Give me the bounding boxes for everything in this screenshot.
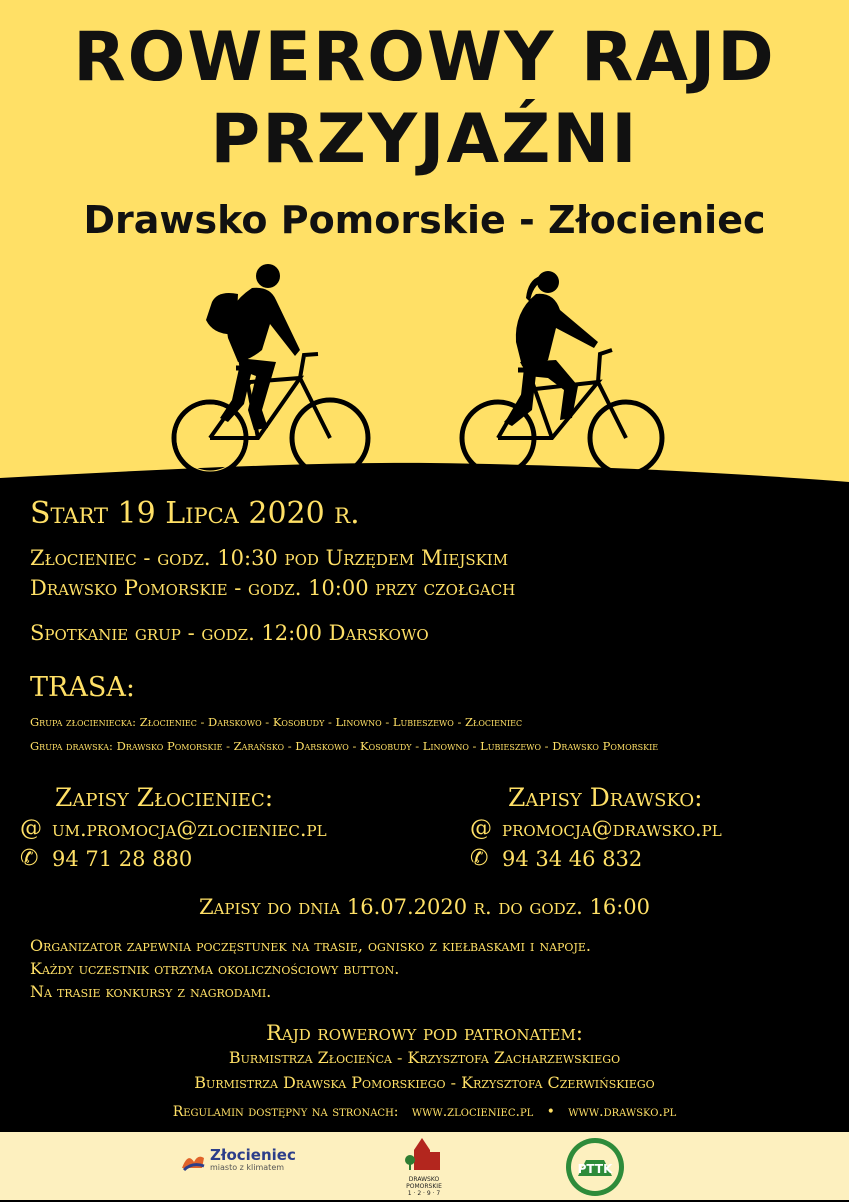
email-text: um.promocja@zlocieniec.pl <box>52 816 327 841</box>
pttk-logo-text: PTTK <box>577 1162 613 1176</box>
signup-deadline: Zapisy do dnia 16.07.2020 r. do godz. 16:00 <box>198 895 651 919</box>
info-line-2: Każdy uczestnik otrzyma okolicznościowy button. <box>30 959 400 978</box>
zlocieniec-logo-name: Złocieniec <box>210 1146 296 1164</box>
pttk-logo-icon <box>564 1136 626 1198</box>
route-heading: TRASA: <box>30 672 135 703</box>
signup-zlocieniec-phone[interactable] <box>20 846 192 871</box>
drawsko-logo <box>398 1134 450 1197</box>
signup-drawsko-phone[interactable] <box>470 846 642 871</box>
signup-drawsko-email[interactable] <box>470 816 722 841</box>
signup-zlocieniec-heading: Zapisy Złocieniec: <box>55 783 274 812</box>
start-date: Start 19 Lipca 2020 r. <box>30 496 360 531</box>
meeting-zlocieniec: Złocieniec - godz. 10:30 pod Urzędem Miejskim <box>30 546 509 570</box>
signup-zlocieniec-email[interactable] <box>20 816 327 841</box>
title-line-2: PRZYJAŹNI <box>210 100 639 179</box>
at-icon: @ <box>470 816 492 841</box>
meeting-drawsko: Drawsko Pomorskie - godz. 10:00 przy czołgach <box>30 576 516 600</box>
pttk-logo <box>564 1136 626 1202</box>
drawsko-logo-icon <box>404 1134 444 1172</box>
drawsko-logo-name-2: POMORSKIE <box>406 1183 442 1190</box>
zlocieniec-logo-icon <box>180 1148 206 1172</box>
drawsko-logo-year: 1 · 2 · 9 · 7 <box>407 1190 441 1197</box>
phone-icon: ✆ <box>470 846 489 871</box>
info-line-3: Na trasie konkursy z nagrodami. <box>30 982 272 1001</box>
route-group-drawsko: Grupa drawska: Drawsko Pomorskie - Zarańsko - Darskowo - Kosobudy - Linowno - Lubieszewo - Drawsko Pomorskie <box>30 739 659 753</box>
phone-icon: ✆ <box>20 846 39 871</box>
meeting-groups: Spotkanie grup - godz. 12:00 Darskowo <box>30 621 429 645</box>
phone-text: 94 71 28 880 <box>52 846 193 871</box>
signup-drawsko-heading: Zapisy Drawsko: <box>508 783 703 812</box>
patronage-line-1: Burmistrza Złocieńca - Krzysztofa Zacharzewskiego <box>228 1048 621 1067</box>
patronage-heading: Rajd rowerowy pod patronatem: <box>266 1021 583 1045</box>
cyclists-illustration <box>0 250 849 480</box>
at-icon: @ <box>20 816 42 841</box>
info-line-1: Organizator zapewnia poczęstunek na trasie, ognisko z kiełbaskami i napoje. <box>30 936 591 955</box>
email-text: promocja@drawsko.pl <box>502 816 722 841</box>
route-group-zlocieniec: Grupa złocieniecka: Złocieniec - Darskowo - Kosobudy - Linowno - Lubieszewo - Złocieniec <box>30 715 523 729</box>
subtitle: Drawsko Pomorskie - Złocieniec <box>83 198 766 242</box>
zlocieniec-logo <box>180 1148 296 1172</box>
regulamin-links[interactable]: Regulamin dostępny na stronach: www.zlocieniec.pl • www.drawsko.pl <box>172 1104 677 1120</box>
patronage-line-2: Burmistrza Drawska Pomorskiego - Krzysztofa Czerwińskiego <box>194 1073 655 1092</box>
drawsko-logo-name-1: DRAWSKO <box>408 1176 440 1183</box>
title-line-1: ROWEROWY RAJD <box>73 18 776 97</box>
zlocieniec-logo-tagline: miasto z klimatem <box>210 1163 285 1172</box>
phone-text: 94 34 46 832 <box>502 846 643 871</box>
header-area <box>0 0 849 500</box>
